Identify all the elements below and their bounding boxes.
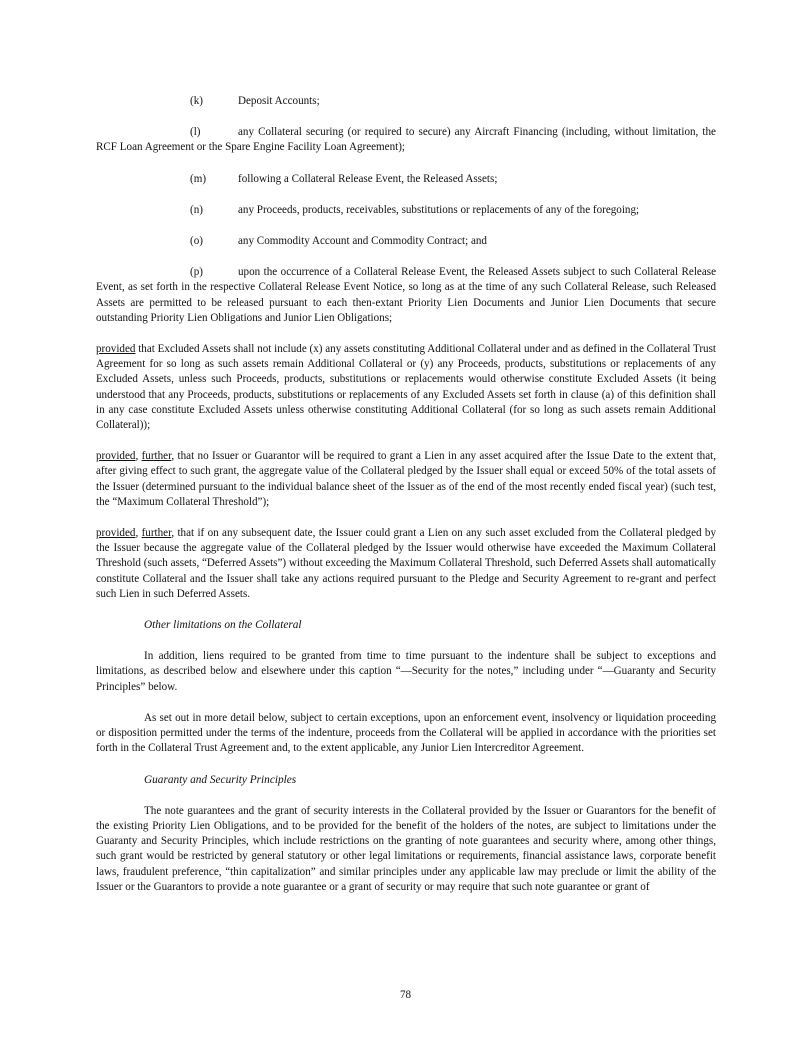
proviso-text: , that if on any subsequent date, the Issuer could grant a Lien on any such asset excluded from the Collateral pledged by the Issuer because the aggregate value of the Collateral pledged by the Issuer would otherwise have exceeded the Maximum Collateral Threshold (such assets, “Deferred Assets”) without exceeding the Maximum Collateral Threshold, such Deferred Assets shall automatically constitute Collateral and the Issuer shall take any actions required pursuant to the Pledge and Security Agreement to re-grant and perfect such Lien in such Deferred Assets. [96, 527, 716, 600]
proviso-further-paragraph [96, 526, 716, 602]
body-paragraph: In addition, liens required to be granted from time to time pursuant to the indenture shall be subject to exceptions and limitations, as described below and elsewhere under this caption “—Security for the notes,” including under “—Guaranty and Security Principles” below. [96, 650, 716, 693]
document-page [96, 94, 716, 911]
section-heading-guaranty-security: Guaranty and Security Principles [144, 773, 297, 786]
proviso-lead-further: further [141, 450, 172, 463]
proviso-lead: provided [96, 450, 136, 463]
item-label: (o) [190, 235, 203, 248]
proviso-lead: provided [96, 343, 136, 356]
proviso-paragraph [96, 342, 716, 433]
item-text: any Commodity Account and Commodity Contract; and [238, 235, 487, 248]
proviso-sep: , [135, 450, 142, 463]
item-label: (n) [190, 203, 203, 216]
list-item-k [96, 94, 716, 109]
proviso-text: that Excluded Assets shall not include (x) any assets constituting Additional Collateral under and as defined in the Collateral Trust Agreement for so long as such assets remain Additional Collateral or (y) any Proceeds, products, substitutions or replacements of any Excluded Assets, unless such Proceeds, products, substitutions or replacements would otherwise constitute Excluded Assets (it being understood that any Proceeds, products, substitutions or replacements of any Excluded Assets set forth in clause (a) of this definition shall in any case constitute Excluded Assets unless otherwise constituting Additional Collateral (for so long as such assets remain Additional Collateral)); [96, 343, 716, 432]
item-label: (k) [190, 95, 203, 107]
proviso-lead: provided [96, 527, 136, 540]
item-label: (l) [190, 126, 201, 139]
body-paragraph: The note guarantees and the grant of security interests in the Collateral provided by the Issuer or Guarantors for the benefit of the existing Priority Lien Obligations, and to be provided for the benefit of the holders of the notes, are subject to limitations under the Guaranty and Security Principles, which include restrictions on the granting of note guarantees and security where, among other things, such grant would be restricted by general statutory or other legal limitations or requirements, financial assistance laws, corporate benefit laws, fraudulent preference, “thin capitalization” and similar principles under any applicable law may preclude or limit the ability of the Issuer or the Guarantors to provide a note guarantee or a grant of security or may require that such note guarantee or grant of [96, 804, 716, 893]
proviso-further-paragraph [96, 449, 716, 510]
item-text: any Proceeds, products, receivables, substitutions or replacements of any of the foregoing; [238, 203, 640, 216]
proviso-sep: , [135, 527, 142, 540]
item-text: Deposit Accounts; [238, 95, 320, 107]
list-item-o [96, 234, 716, 249]
item-text: following a Collateral Release Event, the Released Assets; [238, 172, 498, 185]
body-paragraph: As set out in more detail below, subject to certain exceptions, upon an enforcement event, insolvency or liquidation proceeding or disposition permitted under the terms of the indenture, proceeds from the Collateral will be applied in accordance with the priorities set forth in the Collateral Trust Agreement and, to the extent applicable, any Junior Lien Intercreditor Agreement. [96, 711, 716, 755]
item-text: any Collateral securing (or required to secure) any Aircraft Financing (including, without limitation, the RCF Loan Agreement or the Spare Engine Facility Loan Agreement); [96, 126, 716, 154]
item-text: upon the occurrence of a Collateral Release Event, the Released Assets subject to such Collateral Release Event, as set forth in the respective Collateral Release Event Notice, so long as at the time of any such Collateral Release, such Released Assets are permitted to be released pursuant to each then-extant Priority Lien Documents and Junior Lien Documents that secure outstanding Priority Lien Obligations and Junior Lien Obligations; [96, 266, 716, 324]
list-item-n [96, 203, 716, 218]
item-label: (p) [190, 266, 203, 279]
list-item-p [96, 265, 716, 326]
page-number: 78 [399, 989, 412, 1001]
proviso-text: , that no Issuer or Guarantor will be required to grant a Lien in any asset acquired after the Issue Date to the extent that, after giving effect to such grant, the aggregate value of the Collateral pledged by the Issuer shall equal or exceed 50% of the total assets of the Issuer (determined pursuant to the individual balance sheet of the Issuer as of the end of the most recently ended fiscal year) (such test, the “Maximum Collateral Threshold”); [96, 450, 716, 508]
section-heading-other-limitations: Other limitations on the Collateral [144, 619, 302, 632]
item-label: (m) [190, 172, 207, 185]
list-item-m [96, 172, 716, 187]
list-item-l [96, 125, 716, 155]
proviso-lead-further: further [141, 527, 172, 540]
